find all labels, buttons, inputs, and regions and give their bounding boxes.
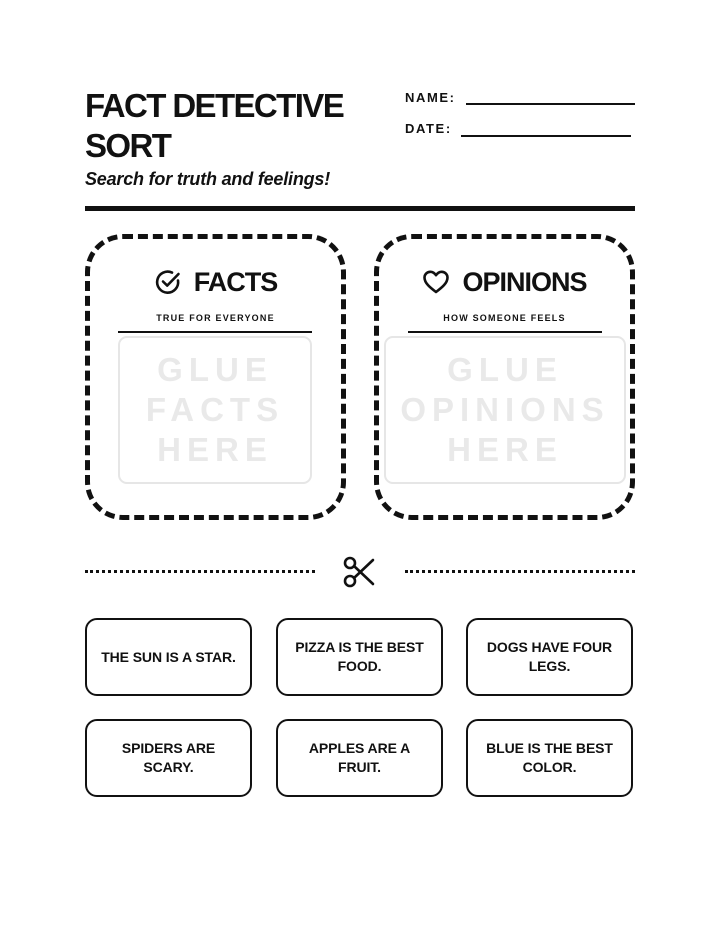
card-1-text: THE SUN IS A STAR.	[101, 648, 236, 665]
page-title: FACT DETECTIVE SORT	[85, 87, 344, 164]
opinions-glue-area[interactable]	[384, 336, 626, 484]
date-label: DATE:	[405, 121, 452, 136]
opinions-caption-underline	[408, 331, 602, 333]
card-2-text: PIZZA IS THE BEST FOOD.	[295, 639, 424, 674]
facts-header	[85, 264, 346, 300]
card-6-text: BLUE IS THE BEST COLOR.	[486, 740, 613, 775]
name-label: NAME:	[405, 90, 456, 105]
cut-line-left	[85, 570, 315, 573]
facts-glue-area[interactable]	[118, 336, 312, 484]
opinions-caption: HOW SOMEONE FEELS	[443, 313, 566, 323]
card-1[interactable]	[85, 618, 252, 696]
facts-caption-underline	[118, 331, 312, 333]
facts-title: FACTS	[193, 266, 278, 297]
heart-icon	[422, 269, 450, 295]
facts-glue-text: GLUE FACTS HERE	[145, 351, 285, 468]
card-2[interactable]	[276, 618, 443, 696]
name-line[interactable]	[466, 103, 635, 105]
card-5-text: APPLES ARE A FRUIT.	[308, 740, 411, 775]
card-4[interactable]	[85, 719, 252, 797]
card-4-text: SPIDERS ARE SCARY.	[121, 740, 216, 775]
date-line[interactable]	[461, 135, 631, 137]
opinions-header	[374, 264, 635, 300]
card-6[interactable]	[466, 719, 633, 797]
check-circle-icon	[154, 268, 182, 296]
facts-caption: TRUE FOR EVERYONE	[156, 313, 275, 323]
page-subtitle: Search for truth and feelings!	[85, 169, 331, 189]
scissors-icon	[342, 555, 376, 594]
cut-line-right	[405, 570, 635, 573]
opinions-glue-text: GLUE OPINIONS HERE	[400, 351, 610, 468]
header-divider	[85, 206, 635, 211]
card-3[interactable]	[466, 618, 633, 696]
card-5[interactable]	[276, 719, 443, 797]
card-3-text: DOGS HAVE FOUR LEGS.	[486, 639, 613, 674]
opinions-title: OPINIONS	[462, 266, 587, 297]
